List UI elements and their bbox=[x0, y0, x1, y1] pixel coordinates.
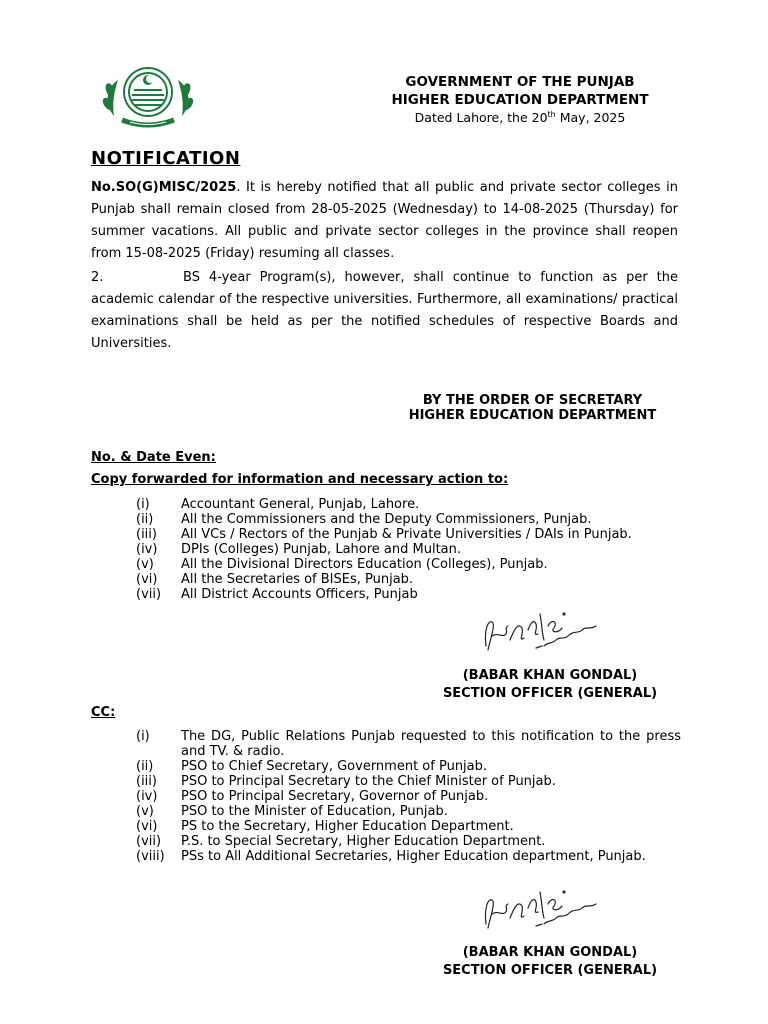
cc-heading: CC: bbox=[91, 705, 116, 720]
signatory-title-2: SECTION OFFICER (GENERAL) bbox=[442, 963, 658, 978]
paragraph-2-text: BS 4-year Program(s), however, shall continue to function as per the academic calendar of the respective universities. Furthermore, all examinations/ practical examinations shall be held as per the notified schedules of respective Boards and Universities. bbox=[91, 270, 678, 351]
list-item: (iii) All VCs / Rectors of the Punjab & Private Universities / DAIs in Punjab. bbox=[136, 527, 632, 542]
signatory-title-1: SECTION OFFICER (GENERAL) bbox=[442, 686, 658, 701]
notification-title: NOTIFICATION bbox=[91, 148, 241, 169]
handwritten-signature-1 bbox=[478, 600, 638, 660]
date-superscript: th bbox=[547, 110, 556, 119]
notification-paragraph-1 bbox=[91, 177, 678, 265]
list-item: (i) The DG, Public Relations Punjab requested to this notification to the press and TV. & radio. bbox=[136, 729, 681, 759]
no-and-date-even: No. & Date Even: bbox=[91, 450, 216, 465]
forward-list bbox=[136, 497, 681, 602]
paragraph-1-text: . It is hereby notified that all public and private sector colleges in Punjab shall remain closed from 28-05-2025 (Wednesday) to 14-08-2025 (Thursday) for summer vacations. All public and private sector colleges in the province shall reopen from 15-08-2025 (Friday) resuming all classes. bbox=[91, 180, 678, 261]
order-line-2: HIGHER EDUCATION DEPARTMENT bbox=[408, 408, 657, 423]
date-prefix: Dated Lahore, the 20 bbox=[414, 110, 548, 126]
punjab-emblem-icon bbox=[92, 60, 204, 132]
list-item: (i) Accountant General, Punjab, Lahore. bbox=[136, 497, 420, 512]
header-date bbox=[360, 110, 680, 125]
order-line-1: BY THE ORDER OF SECRETARY bbox=[422, 393, 643, 408]
list-item: (vii) All District Accounts Officers, Punjab bbox=[136, 587, 418, 602]
paragraph-2-number: 2. bbox=[91, 270, 104, 285]
reference-number: No.SO(G)MISC/2025 bbox=[91, 180, 237, 195]
list-item: (v) PSO to the Minister of Education, Punjab. bbox=[136, 804, 448, 819]
list-item: (vi) All the Secretaries of BISEs, Punjab. bbox=[136, 572, 414, 587]
list-item: (iii) PSO to Principal Secretary to the Chief Minister of Punjab. bbox=[136, 774, 556, 789]
list-item: (vii) P.S. to Special Secretary, Higher Education Department. bbox=[136, 834, 546, 849]
list-item: (v) All the Divisional Directors Education (Colleges), Punjab. bbox=[136, 557, 548, 572]
copy-forwarded-heading: Copy forwarded for information and necessary action to: bbox=[91, 472, 509, 487]
list-item: (iv) PSO to Principal Secretary, Governor of Punjab. bbox=[136, 789, 489, 804]
list-item: (ii) All the Commissioners and the Deputy Commissioners, Punjab. bbox=[136, 512, 592, 527]
date-suffix: May, 2025 bbox=[555, 110, 626, 126]
notification-paragraph-2 bbox=[91, 267, 678, 355]
signatory-name-2: (BABAR KHAN GONDAL) bbox=[462, 945, 638, 960]
list-item: (ii) PSO to Chief Secretary, Government of Punjab. bbox=[136, 759, 488, 774]
signatory-name-1: (BABAR KHAN GONDAL) bbox=[462, 668, 638, 683]
handwritten-signature-2 bbox=[478, 878, 638, 938]
header-department: HIGHER EDUCATION DEPARTMENT bbox=[391, 92, 649, 108]
cc-list bbox=[136, 729, 681, 864]
list-item: (vi) PS to the Secretary, Higher Education Department. bbox=[136, 819, 514, 834]
header-government: GOVERNMENT OF THE PUNJAB bbox=[405, 74, 635, 90]
list-item: (iv) DPIs (Colleges) Punjab, Lahore and Multan. bbox=[136, 542, 462, 557]
list-item: (viii) PSs to All Additional Secretaries, Higher Education department, Punjab. bbox=[136, 849, 646, 864]
